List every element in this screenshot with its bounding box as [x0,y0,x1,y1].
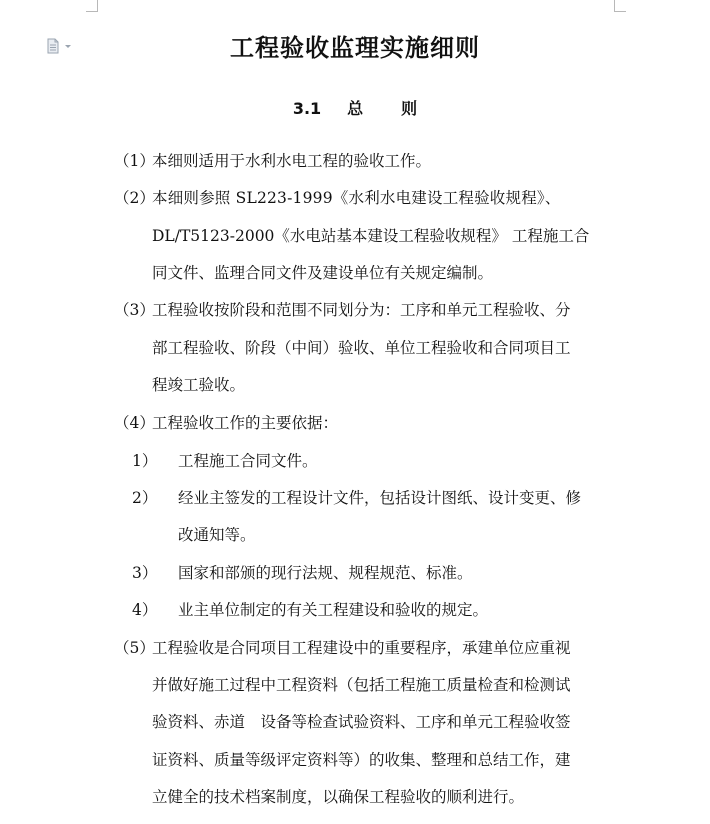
paragraph-line: 同文件、监理合同文件及建设单位有关规定编制。 [152,264,494,282]
item-marker: （2） [114,189,155,207]
paragraph-line: 改通知等。 [178,526,256,544]
section-title-part: 则 [401,99,418,118]
paragraph-line: 验资料、赤道 设备等检查试验资料、工序和单元工程验收签 [152,713,571,731]
crop-mark [614,11,626,12]
item-marker: （4） [114,414,155,432]
paragraph-line: DL/T5123-2000《水电站基本建设工程验收规程》 工程施工合 [152,227,590,245]
paragraph-line: 本细则适用于水利水电工程的验收工作。 [152,152,432,170]
paragraph-line: 业主单位制定的有关工程建设和验收的规定。 [178,601,489,619]
subitem-marker: 3） [132,564,158,582]
item-marker: （1） [114,152,155,170]
paragraph-line: 工程验收按阶段和范围不同划分为：工序和单元工程验收、分 [152,301,571,319]
subitem-marker: 1） [132,452,158,470]
item-marker: （5） [114,639,155,657]
section-number: 3.1 [292,99,322,118]
paragraph-line: 部工程验收、阶段（中间）验收、单位工程验收和合同项目工 [152,339,571,357]
paragraph-line: 工程施工合同文件。 [178,452,318,470]
paragraph-line: 程竣工验收。 [152,376,246,394]
item-marker: （3） [114,301,155,319]
document-title: 工程验收监理实施细则 [230,34,480,62]
paragraph-line: 立健全的技术档案制度，以确保工程验收的顺利进行。 [152,788,525,806]
section-heading [0,96,710,122]
paragraph-line: 并做好施工过程中工程资料（包括工程施工质量检查和检测试 [152,676,571,694]
paragraph-line: 工程验收是合同项目工程建设中的重要程序，承建单位应重视 [152,639,571,657]
paragraph-line: 工程验收工作的主要依据： [152,414,339,432]
paragraph-line: 本细则参照 SL223-1999《水利水电建设工程验收规程》、 [152,189,561,207]
crop-mark [86,11,98,12]
subitem-marker: 4） [132,601,158,619]
subitem-marker: 2） [132,489,158,507]
paragraph-line: 经业主签发的工程设计文件，包括设计图纸、设计变更、修 [178,489,582,507]
section-title-part: 总 [347,99,364,118]
paragraph-line: 证资料、质量等级评定资料等）的收集、整理和总结工作，建 [152,751,571,769]
paragraph-line: 国家和部颁的现行法规、规程规范、标准。 [178,564,473,582]
